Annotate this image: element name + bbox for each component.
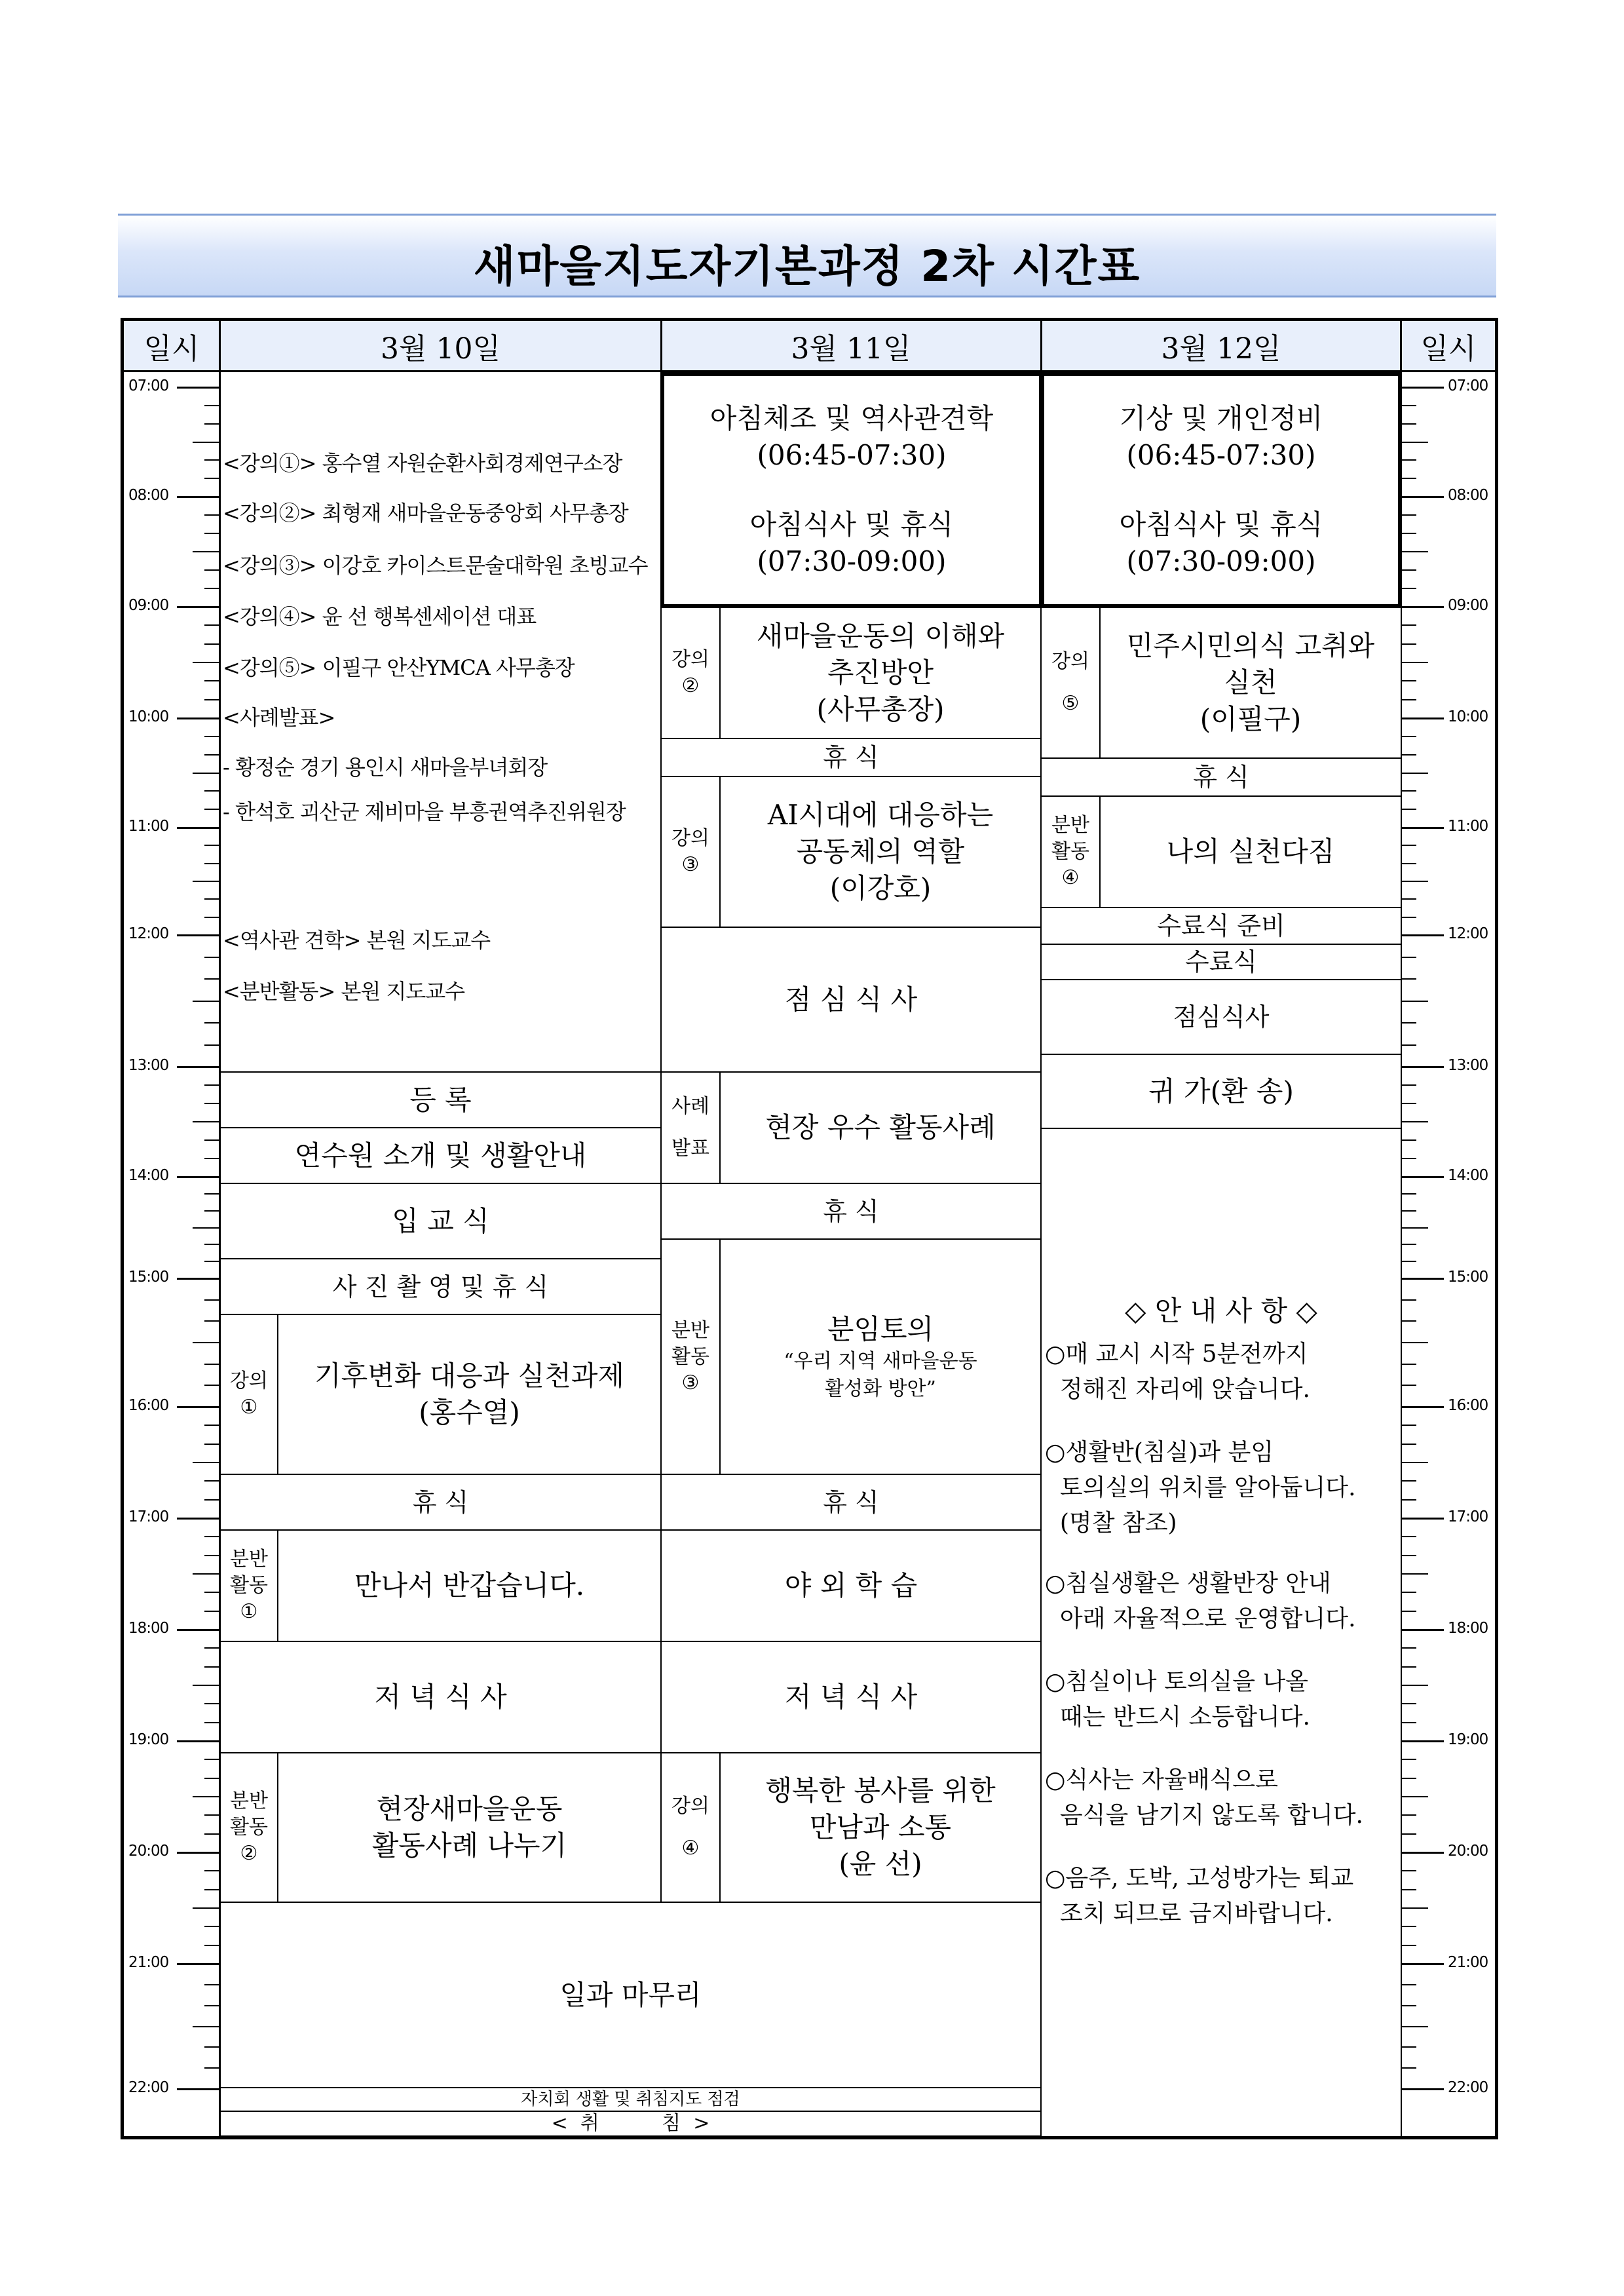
minute-tick: [193, 773, 219, 774]
day3-group4: 나의 실천다짐: [1099, 795, 1402, 908]
note-case-1: - 황정순 경기 용인시 새마을부녀회장: [223, 755, 548, 780]
minute-tick: [1402, 845, 1416, 846]
minute-tick: [204, 1139, 219, 1141]
notice-line: ○침실생활은 생활반장 안내: [1045, 1570, 1331, 1597]
time-label: 21:00: [128, 1954, 169, 1971]
minute-tick: [204, 533, 219, 534]
minute-tick: [193, 1685, 219, 1686]
day3-closing-prep: 수료식 준비: [1040, 907, 1402, 945]
minute-tick: [204, 736, 219, 737]
day1-dinner: 저 녁 식 사: [219, 1641, 662, 1753]
hour-tick: [177, 718, 221, 719]
minute-tick: [204, 569, 219, 571]
minute-tick: [1402, 643, 1416, 645]
minute-tick: [193, 1121, 219, 1122]
time-label: 17:00: [128, 1508, 169, 1525]
minute-tick: [1402, 1210, 1416, 1212]
minute-tick: [204, 1984, 219, 1985]
minute-tick: [1402, 978, 1416, 980]
minute-tick: [1402, 1907, 1428, 1909]
day2-outdoor: 야 외 학 습: [660, 1529, 1042, 1642]
note-lecture5: <강의⑤> 이필구 안산YMCA 사무총장: [223, 655, 575, 680]
minute-tick: [193, 1342, 219, 1343]
divider: [1040, 321, 1042, 372]
day1-registration: 등 록: [219, 1071, 662, 1128]
day1-intro: 연수원 소개 및 생활안내: [219, 1127, 662, 1184]
hour-tick: [1402, 1066, 1444, 1068]
minute-tick: [204, 624, 219, 626]
day3-closing: 수료식: [1040, 944, 1402, 980]
notice-item: [1045, 1337, 1392, 1407]
time-label: 18:00: [1448, 1620, 1488, 1637]
minute-tick: [204, 1044, 219, 1046]
minute-tick: [204, 1084, 219, 1086]
minute-tick: [193, 1001, 219, 1002]
minute-tick: [1402, 588, 1416, 589]
minute-tick: [193, 551, 219, 552]
hour-tick: [1402, 934, 1444, 936]
minute-tick: [204, 514, 219, 516]
time-label: 16:00: [1448, 1397, 1488, 1414]
day3-lunch: 점심식사: [1040, 979, 1402, 1055]
note-case-title: <사례발표>: [223, 705, 335, 730]
notice-item: [1045, 1763, 1392, 1833]
note-lecture4: <강의④> 윤 선 행복센세이션 대표: [223, 604, 537, 629]
notice-item: [1045, 1861, 1392, 1932]
day2-group3-label: 분반 활동 ③: [660, 1238, 721, 1475]
minute-tick: [1402, 898, 1416, 900]
minute-tick: [204, 1833, 219, 1835]
minute-tick: [1402, 1342, 1428, 1343]
minute-tick: [1402, 1001, 1428, 1002]
time-label: 12:00: [1448, 925, 1488, 942]
minute-tick: [1402, 1647, 1416, 1649]
notice-line: 정해진 자리에 앉습니다.: [1045, 1376, 1310, 1403]
minute-tick: [1402, 1666, 1416, 1668]
day2-lunch: 점 심 식 사: [660, 927, 1042, 1073]
note-lecture2: <강의②> 최형재 새마을운동중앙회 사무총장: [223, 501, 628, 526]
minute-tick: [204, 2046, 219, 2048]
minute-tick: [204, 405, 219, 406]
minute-tick: [204, 1926, 219, 1927]
hour-tick: [177, 496, 221, 498]
minute-tick: [204, 898, 219, 900]
minute-tick: [193, 1907, 219, 1909]
minute-tick: [193, 442, 219, 443]
minute-tick: [1402, 1364, 1416, 1365]
day2-lecture2-label: 강의 ②: [660, 607, 721, 739]
time-label: 17:00: [1448, 1508, 1488, 1525]
minute-tick: [204, 1703, 219, 1704]
time-label: 19:00: [1448, 1731, 1488, 1748]
minute-tick: [204, 1666, 219, 1668]
time-label: 08:00: [1448, 487, 1488, 504]
hour-tick: [1402, 606, 1444, 608]
minute-tick: [1402, 1044, 1416, 1046]
hour-tick: [177, 1278, 221, 1280]
day2-lecture4-label: 강의 ④: [660, 1752, 721, 1903]
minute-tick: [1402, 1592, 1416, 1593]
notice-line: 음식을 남기지 않도록 합니다.: [1045, 1802, 1363, 1829]
minute-tick: [204, 1261, 219, 1262]
hour-tick: [1402, 496, 1444, 498]
day2-lecture4: 행복한 봉사를 위한 만남과 소통 (윤 선): [719, 1752, 1042, 1903]
hour-tick: [177, 827, 221, 829]
time-label: 15:00: [128, 1269, 169, 1286]
minute-tick: [204, 2067, 219, 2069]
notice-item: [1045, 1435, 1392, 1541]
hour-tick: [1402, 1406, 1444, 1408]
note-history: <역사관 견학> 본원 지도교수: [223, 928, 491, 953]
hour-tick: [1402, 1629, 1444, 1631]
hour-tick: [177, 934, 221, 936]
header-day1: 3월 10일: [221, 321, 660, 372]
minute-tick: [1402, 1778, 1416, 1779]
hour-tick: [177, 1066, 221, 1068]
time-label: 19:00: [128, 1731, 169, 1748]
time-label: 20:00: [128, 1843, 169, 1860]
day1-opening: 입 교 식: [219, 1183, 662, 1259]
header-time-left: 일시: [124, 321, 219, 372]
minute-tick: [1402, 1299, 1416, 1301]
minute-tick: [204, 1425, 219, 1426]
minute-tick: [1402, 1444, 1416, 1445]
day3-lecture5: 민주시민의식 고취와 실천 (이필구): [1099, 607, 1402, 759]
notice-item: [1045, 1566, 1392, 1637]
minute-tick: [1402, 1833, 1416, 1835]
hour-tick: [1402, 387, 1444, 389]
minute-tick: [1402, 514, 1416, 516]
minute-tick: [204, 978, 219, 980]
minute-tick: [1402, 1555, 1416, 1556]
minute-tick: [193, 1227, 219, 1229]
minute-tick: [1402, 2046, 1416, 2048]
time-label: 07:00: [128, 377, 169, 394]
minute-tick: [1402, 662, 1428, 663]
header-time-right: 일시: [1402, 321, 1495, 372]
hour-tick: [177, 1852, 221, 1854]
minute-tick: [1402, 773, 1428, 774]
sleep: < 취 침 >: [219, 2111, 1042, 2137]
day2-break3: 휴 식: [660, 1474, 1042, 1531]
notice-line: 때는 반드시 소등합니다.: [1045, 1704, 1310, 1731]
hour-tick: [177, 1629, 221, 1631]
minute-tick: [1402, 1425, 1416, 1426]
minute-tick: [204, 1889, 219, 1890]
minute-tick: [1402, 736, 1416, 737]
minute-tick: [204, 643, 219, 645]
minute-tick: [1402, 551, 1428, 552]
minute-tick: [204, 790, 219, 792]
minute-tick: [204, 1193, 219, 1195]
header-day2: 3월 11일: [662, 321, 1040, 372]
minute-tick: [1402, 2005, 1416, 2006]
time-label: 13:00: [128, 1057, 169, 1074]
hour-tick: [177, 387, 221, 389]
notice-line: (명찰 참조): [1045, 1510, 1177, 1537]
minute-tick: [204, 1244, 219, 1245]
minute-tick: [1402, 1536, 1416, 1537]
minute-tick: [204, 1480, 219, 1482]
minute-tick: [1402, 1685, 1428, 1686]
day1-lecture1: 기후변화 대응과 실천과제 (홍수열): [277, 1314, 662, 1475]
time-label: 07:00: [1448, 377, 1488, 394]
minute-tick: [1402, 1121, 1428, 1122]
minute-tick: [1402, 1193, 1416, 1195]
time-label: 09:00: [128, 597, 169, 614]
minute-tick: [1402, 1103, 1416, 1104]
minute-tick: [1402, 533, 1416, 534]
hour-tick: [1402, 1176, 1444, 1178]
minute-tick: [1402, 1870, 1416, 1871]
hour-tick: [1402, 827, 1444, 829]
minute-tick: [1402, 1984, 1416, 1985]
minute-tick: [204, 1945, 219, 1946]
notice-line: ○매 교시 시작 5분전까지: [1045, 1341, 1308, 1368]
time-label: 22:00: [128, 2079, 169, 2096]
minute-tick: [204, 754, 219, 756]
minute-tick: [1402, 881, 1428, 882]
minute-tick: [193, 2026, 219, 2027]
time-label: 20:00: [1448, 1843, 1488, 1860]
day1-group2: 현장새마을운동 활동사례 나누기: [277, 1752, 662, 1903]
note-group: <분반활동> 본원 지도교수: [223, 979, 465, 1004]
time-label: 21:00: [1448, 1954, 1488, 1971]
minute-tick: [204, 680, 219, 681]
time-label: 18:00: [128, 1620, 169, 1637]
minute-tick: [204, 588, 219, 589]
time-label: 14:00: [128, 1167, 169, 1184]
hour-tick: [1402, 2088, 1444, 2090]
minute-tick: [1402, 957, 1416, 958]
minute-tick: [204, 809, 219, 810]
time-label: 11:00: [128, 818, 169, 835]
time-label: 16:00: [128, 1397, 169, 1414]
minute-tick: [204, 1210, 219, 1212]
minute-tick: [1402, 917, 1416, 918]
minute-tick: [204, 1499, 219, 1501]
minute-tick: [1402, 1703, 1416, 1704]
hour-tick: [177, 2088, 221, 2090]
minute-tick: [204, 1870, 219, 1871]
hour-tick: [1402, 718, 1444, 719]
minute-tick: [204, 1320, 219, 1322]
minute-tick: [1402, 1499, 1416, 1501]
time-label: 14:00: [1448, 1167, 1488, 1184]
hour-tick: [177, 1963, 221, 1965]
hour-tick: [1402, 1740, 1444, 1742]
minute-tick: [204, 1103, 219, 1104]
day2-morning: 아침체조 및 역사관견학 (06:45-07:30) 아침식사 및 휴식 (07:30-09:00): [660, 372, 1043, 608]
day1-group1: 만나서 반갑습니다.: [277, 1529, 662, 1642]
minute-tick: [1402, 405, 1416, 406]
time-label: 10:00: [128, 708, 169, 725]
minute-tick: [204, 423, 219, 425]
day3-group4-label: 분반 활동 ④: [1040, 795, 1101, 908]
minute-tick: [1402, 1722, 1416, 1723]
minute-tick: [204, 1759, 219, 1760]
day2-group3: 분임토의 “우리 지역 새마을운동 활성화 방안”: [719, 1238, 1042, 1475]
minute-tick: [204, 1299, 219, 1301]
minute-tick: [1402, 1573, 1428, 1575]
minute-tick: [204, 1611, 219, 1612]
notice-line: 아래 자율적으로 운영합니다.: [1045, 1605, 1356, 1632]
minute-tick: [1402, 1480, 1416, 1482]
minute-tick: [193, 881, 219, 882]
minute-tick: [204, 1022, 219, 1024]
minute-tick: [193, 1796, 219, 1797]
minute-tick: [204, 1555, 219, 1556]
minute-tick: [1402, 423, 1416, 425]
minute-tick: [204, 1364, 219, 1365]
minute-tick: [204, 1722, 219, 1723]
day2-break2: 휴 식: [660, 1183, 1042, 1240]
notice-line: 토의실의 위치를 알아둡니다.: [1045, 1474, 1356, 1501]
minute-tick: [204, 863, 219, 864]
minute-tick: [1402, 863, 1416, 864]
minute-tick: [204, 1385, 219, 1386]
page-title: 새마을지도자기본과정 2차 시간표: [473, 241, 1141, 292]
notice-line: ○생활반(침실)과 분임: [1045, 1439, 1274, 1466]
wrapup: 일과 마무리: [219, 1902, 1042, 2088]
minute-tick: [1402, 790, 1416, 792]
notice-line: ○침실이나 토의실을 나올: [1045, 1668, 1309, 1695]
minute-tick: [1402, 1227, 1428, 1229]
divider: [660, 321, 662, 372]
hour-tick: [1402, 1963, 1444, 1965]
minute-tick: [1402, 2026, 1428, 2027]
minute-tick: [1402, 1759, 1416, 1760]
day3-break: 휴 식: [1040, 757, 1402, 797]
day2-case-label: 사례 발표: [660, 1071, 721, 1184]
minute-tick: [204, 957, 219, 958]
minute-tick: [1402, 1889, 1416, 1890]
minute-tick: [1402, 809, 1416, 810]
minute-tick: [204, 1158, 219, 1159]
note-lecture3: <강의③> 이강호 카이스트문술대학원 초빙교수: [223, 553, 648, 578]
hour-tick: [177, 1518, 221, 1520]
minute-tick: [1402, 1320, 1416, 1322]
minute-tick: [1402, 1022, 1416, 1024]
day3-lecture5-label: 강의 ⑤: [1040, 607, 1101, 759]
minute-tick: [1402, 1945, 1416, 1946]
minute-tick: [1402, 478, 1416, 479]
notice-line: 조치 되므로 금지바랍니다.: [1045, 1900, 1333, 1927]
day1-group2-label: 분반 활동 ②: [219, 1752, 278, 1903]
minute-tick: [1402, 1261, 1416, 1262]
minute-tick: [1402, 2067, 1416, 2069]
time-label: 10:00: [1448, 708, 1488, 725]
minute-tick: [204, 917, 219, 918]
time-label: 11:00: [1448, 818, 1488, 835]
minute-tick: [204, 478, 219, 479]
minute-tick: [1402, 1926, 1416, 1927]
day3-return: 귀 가(환 송): [1040, 1054, 1402, 1129]
hour-tick: [177, 1740, 221, 1742]
day2-break1: 휴 식: [660, 738, 1042, 777]
minute-tick: [1402, 680, 1416, 681]
minute-tick: [1402, 624, 1416, 626]
time-label: 09:00: [1448, 597, 1488, 614]
hour-tick: [1402, 1278, 1444, 1280]
title-banner: [118, 214, 1496, 297]
minute-tick: [1402, 1462, 1428, 1463]
notice-item: [1045, 1664, 1392, 1735]
time-label: 12:00: [128, 925, 169, 942]
minute-tick: [204, 1814, 219, 1816]
minute-tick: [193, 1462, 219, 1463]
minute-tick: [193, 662, 219, 663]
minute-tick: [1402, 1084, 1416, 1086]
minute-tick: [1402, 1611, 1416, 1612]
minute-tick: [1402, 1385, 1416, 1386]
minute-tick: [193, 1573, 219, 1575]
minute-tick: [204, 1444, 219, 1445]
minute-tick: [1402, 1139, 1416, 1141]
self-check: 자치회 생활 및 취침지도 점검: [219, 2087, 1042, 2112]
day1-break: 휴 식: [219, 1474, 662, 1531]
header-day3: 3월 12일: [1042, 321, 1401, 372]
time-label: 13:00: [1448, 1057, 1488, 1074]
notice-line: ○식사는 자율배식으로: [1045, 1767, 1278, 1793]
minute-tick: [1402, 1814, 1416, 1816]
day2-lecture2: 새마을운동의 이해와 추진방안 (사무총장): [719, 607, 1042, 739]
note-lecture1: <강의①> 홍수열 자원순환사회경제연구소장: [223, 451, 622, 476]
day1-lecture1-label: 강의 ①: [219, 1314, 278, 1475]
day2-dinner: 저 녁 식 사: [660, 1641, 1042, 1753]
minute-tick: [204, 845, 219, 846]
minute-tick: [204, 1592, 219, 1593]
notice-title: ◇ 안 내 사 항 ◇: [1125, 1295, 1317, 1327]
day2-case: 현장 우수 활동사례: [719, 1071, 1042, 1184]
minute-tick: [1402, 569, 1416, 571]
note-case-2: - 한석호 괴산군 제비마을 부흥권역추진위원장: [223, 799, 626, 824]
day1-group1-label: 분반 활동 ①: [219, 1529, 278, 1642]
time-label: 15:00: [1448, 1269, 1488, 1286]
minute-tick: [204, 699, 219, 700]
day2-lecture3: AI시대에 대응하는 공동체의 역할 (이강호): [719, 776, 1042, 928]
day2-lecture3-label: 강의 ③: [660, 776, 721, 928]
minute-tick: [204, 1536, 219, 1537]
day1-photo: 사 진 촬 영 및 휴 식: [219, 1258, 662, 1315]
minute-tick: [1402, 754, 1416, 756]
minute-tick: [1402, 459, 1416, 461]
minute-tick: [1402, 699, 1416, 700]
hour-tick: [177, 1406, 221, 1408]
minute-tick: [204, 459, 219, 461]
minute-tick: [204, 2005, 219, 2006]
time-label: 22:00: [1448, 2079, 1488, 2096]
minute-tick: [1402, 1796, 1428, 1797]
hour-tick: [177, 1176, 221, 1178]
minute-tick: [1402, 1158, 1416, 1159]
minute-tick: [1402, 442, 1428, 443]
hour-tick: [1402, 1852, 1444, 1854]
minute-tick: [204, 1778, 219, 1779]
notice-line: ○음주, 도박, 고성방가는 퇴교: [1045, 1865, 1354, 1892]
minute-tick: [1402, 1244, 1416, 1245]
minute-tick: [204, 1647, 219, 1649]
day3-morning: 기상 및 개인정비 (06:45-07:30) 아침식사 및 휴식 (07:30-09:00): [1040, 372, 1402, 608]
time-label: 08:00: [128, 487, 169, 504]
hour-tick: [1402, 1518, 1444, 1520]
hour-tick: [177, 606, 221, 608]
